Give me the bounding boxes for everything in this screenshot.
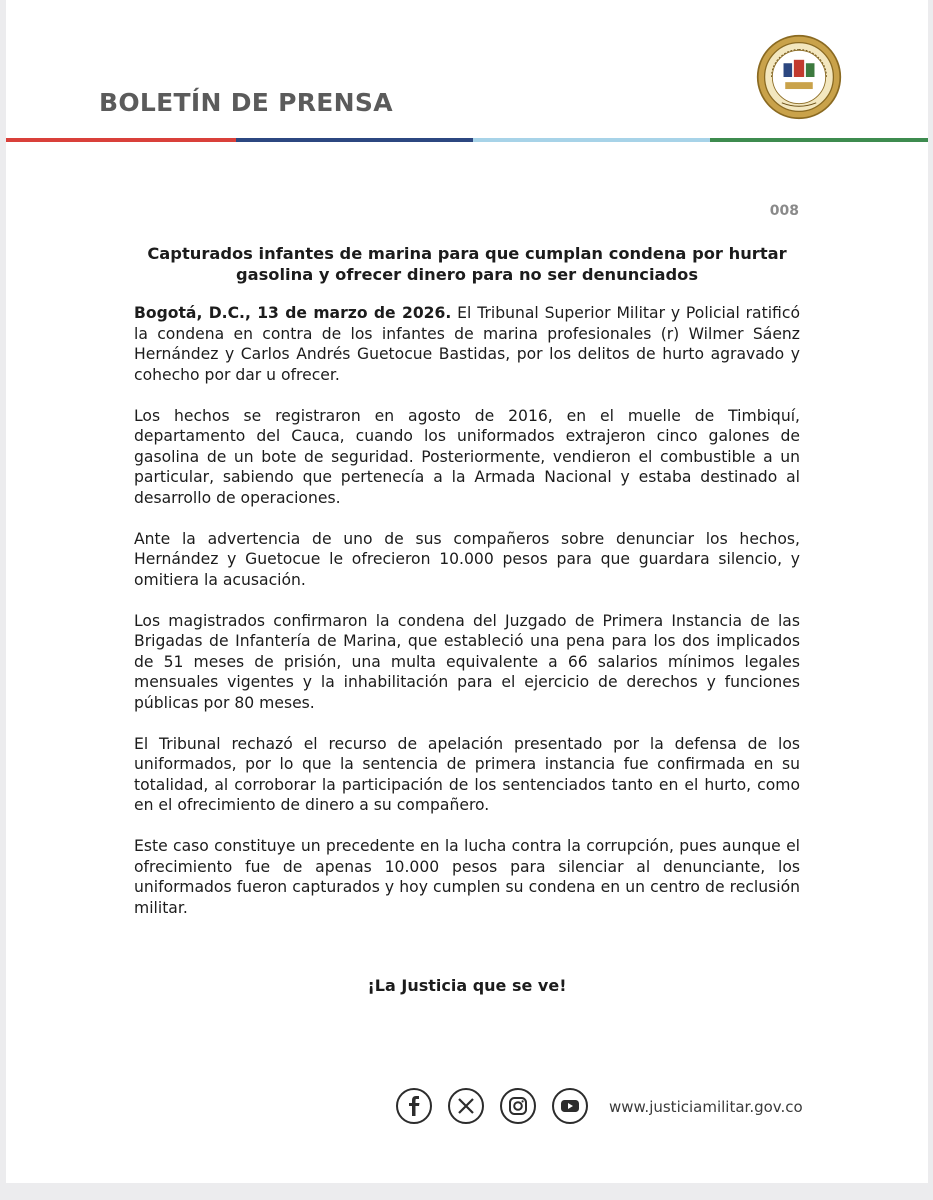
- paragraph-3: Ante la advertencia de uno de sus compañeros sobre denunciar los hechos, Hernández y Guetocue le ofrecieron 10.000 pesos para que guardara silencio, y omitiera la acusación.: [134, 529, 800, 589]
- instagram-icon[interactable]: [500, 1088, 536, 1124]
- slogan: ¡La Justicia que se ve!: [367, 976, 567, 995]
- x-icon[interactable]: [448, 1088, 484, 1124]
- header-stripe-green: [710, 138, 928, 142]
- bulletin-number: 008: [769, 203, 799, 219]
- paragraph-1-text: El Tribunal Superior Militar y Policial ratificó la condena en contra de los infantes de marina profesionales (r) Wilmer Sáenz Hernández y Carlos Andrés Guetocue Bastidas, por los delitos de hurto agravado y cohecho por dar u ofrecer.: [134, 304, 800, 384]
- youtube-icon[interactable]: [552, 1088, 588, 1124]
- header-stripe-navy: [236, 138, 473, 142]
- headline: Capturados infantes de marina para que cumplan condena por hurtar gasolina y ofrecer dinero para no ser denunciados: [147, 244, 787, 284]
- paragraph-4: Los magistrados confirmaron la condena del Juzgado de Primera Instancia de las Brigadas de Infantería de Marina, que estableció una pena para los dos implicados de 51 meses de prisión, una multa equivalente a 66 salarios mínimos legales mensuales vigentes y la inhabilitación para el ejercicio de derechos y funciones públicas por 80 meses.: [134, 611, 800, 712]
- article-body: [134, 303, 800, 939]
- header-stripe-lightblue: [473, 138, 710, 142]
- header-stripe-red: [6, 138, 236, 142]
- facebook-icon[interactable]: [396, 1088, 432, 1124]
- website-link[interactable]: www.justiciamilitar.gov.co: [609, 1098, 803, 1116]
- paragraph-1: [134, 303, 800, 385]
- press-release-page: [6, 0, 928, 1183]
- paragraph-5: El Tribunal rechazó el recurso de apelación presentado por la defensa de los uniformados, por lo que la sentencia de primera instancia fue confirmada en su totalidad, al corroborar la participación de los sentenciados tanto en el hurto, como en el ofrecimiento de dinero a su compañero.: [134, 734, 800, 814]
- paragraph-6: Este caso constituye un precedente en la lucha contra la corrupción, pues aunque el ofrecimiento fue de apenas 10.000 pesos para silenciar al denunciante, los uniformados fueron capturados y hoy cumplen su condena en un centro de reclusión militar.: [134, 837, 800, 917]
- paragraph-2: Los hechos se registraron en agosto de 2016, en el muelle de Timbiquí, departamento del Cauca, cuando los uniformados extrajeron cinco galones de gasolina de un bote de seguridad. Posteriormente, vendieron el combustible a un particular, sabiendo que pertenecía a la Armada Nacional y estaba destinado al desarrollo de operaciones.: [134, 406, 800, 507]
- header-title: BOLETÍN DE PRENSA: [99, 88, 393, 117]
- dateline: Bogotá, D.C., 13 de marzo de 2026.: [134, 304, 452, 322]
- justicia-penal-militar-seal: [756, 34, 842, 120]
- social-links: [396, 1088, 588, 1124]
